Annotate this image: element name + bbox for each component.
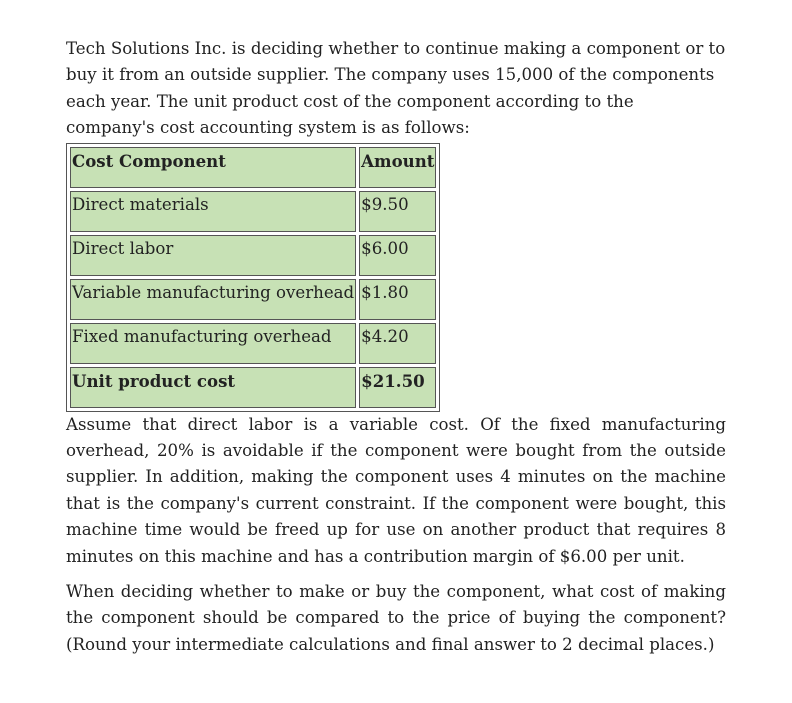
- row-label: Direct labor: [70, 235, 356, 276]
- row-amount: $1.80: [359, 279, 436, 320]
- problem-content: [66, 36, 726, 658]
- row-label: Direct materials: [70, 191, 356, 232]
- table-row: [70, 191, 436, 232]
- table-total-row: [70, 367, 436, 408]
- row-amount: $9.50: [359, 191, 436, 232]
- question-paragraph: When deciding whether to make or buy the component, what cost of making the component should be compared to the price of buying the component? (Round your intermediate calculations and final answer to 2 decimal places.): [66, 582, 726, 654]
- total-amount: $21.50: [359, 367, 436, 408]
- cost-table: [66, 143, 440, 412]
- table-row: [70, 323, 436, 364]
- header-amount: Amount: [359, 147, 436, 188]
- assumption-paragraph: Assume that direct labor is a variable cost. Of the fixed manufacturing overhead, 20% is avoidable if the component were bought from the outside supplier. In addition, making the component uses 4 minutes on the machine that is the company's current constraint. If the component were bought, this machine time would be freed up for use on another product that requires 8 minutes on this machine and has a contribution margin of $6.00 per unit.: [66, 414, 726, 566]
- table-row: [70, 279, 436, 320]
- total-label: Unit product cost: [70, 367, 356, 408]
- intro-paragraph: Tech Solutions Inc. is deciding whether to continue making a component or to buy it from an outside supplier. The company uses 15,000 of the components each year. The unit product cost of the component according to the company's cost accounting system is as follows:: [66, 39, 726, 138]
- row-amount: $4.20: [359, 323, 436, 364]
- row-label: Fixed manufacturing overhead: [70, 323, 356, 364]
- header-cost-component: Cost Component: [70, 147, 356, 188]
- row-label: Variable manufacturing overhead: [70, 279, 356, 320]
- table-row: [70, 235, 436, 276]
- row-amount: $6.00: [359, 235, 436, 276]
- table-header-row: [70, 147, 436, 188]
